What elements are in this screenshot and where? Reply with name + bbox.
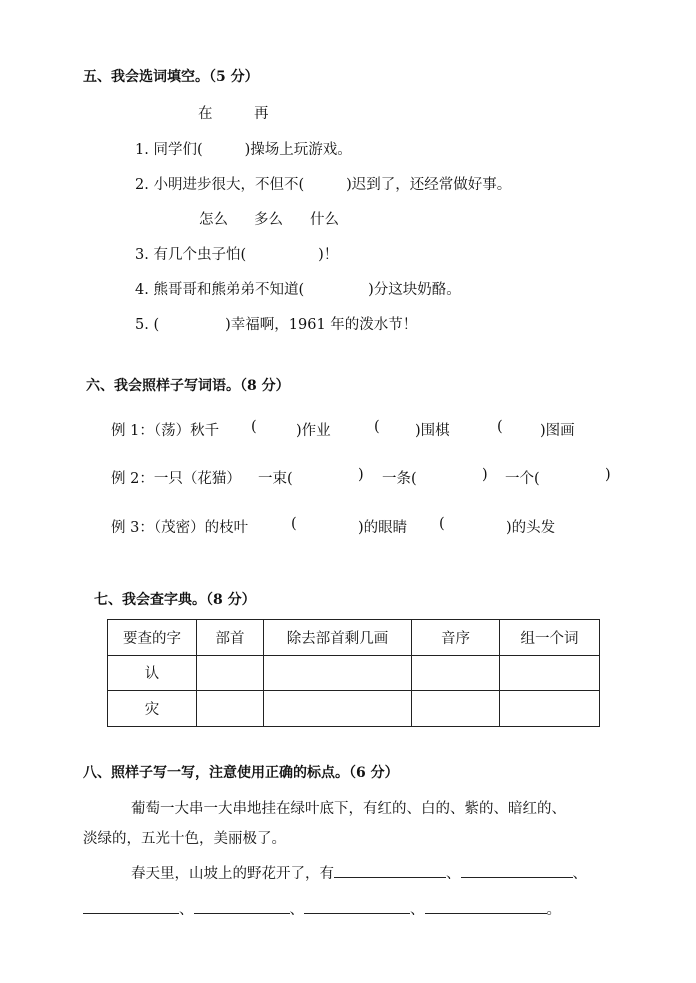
question-text: )幸福啊，1961 年的泼水节！ bbox=[225, 317, 418, 333]
answer-underline[interactable] bbox=[194, 897, 290, 914]
column-header: 部首 bbox=[197, 620, 264, 656]
example-1-label: 例 1：（荡）秋千 bbox=[111, 423, 220, 439]
word-option: 怎么 bbox=[199, 212, 228, 228]
question-text: 有几个虫子怕( bbox=[153, 247, 247, 263]
word-option: 什么 bbox=[310, 212, 339, 228]
exercise-line-2 bbox=[83, 897, 561, 919]
table-row bbox=[108, 691, 600, 727]
column-header: 组一个词 bbox=[500, 620, 600, 656]
answer-underline[interactable] bbox=[83, 897, 179, 914]
dictionary-table bbox=[107, 619, 600, 727]
question-text: 同学们( bbox=[153, 142, 203, 158]
example-1-open: ( bbox=[374, 419, 380, 435]
column-header: 音序 bbox=[412, 620, 500, 656]
question-number: 1. bbox=[135, 142, 149, 158]
example-2-word: 一束( bbox=[258, 471, 293, 487]
question-text: )迟到了，还经常做好事。 bbox=[346, 177, 512, 193]
separator: 、 bbox=[179, 902, 194, 918]
exercise-prompt: 春天里，山坡上的野花开了，有 bbox=[131, 866, 334, 882]
answer-underline[interactable] bbox=[461, 861, 573, 878]
example-3-open: ( bbox=[439, 516, 445, 532]
example-1-open: ( bbox=[497, 419, 503, 435]
question-4 bbox=[135, 278, 461, 299]
answer-cell[interactable] bbox=[412, 655, 500, 691]
example-paragraph-line: 葡萄一大串一大串地挂在绿叶底下，有红的、白的、紫的、暗红的、 bbox=[131, 801, 566, 817]
example-2-close: ) bbox=[358, 467, 364, 483]
separator: 、 bbox=[572, 866, 587, 882]
example-2-word: 一个( bbox=[505, 471, 540, 487]
question-number: 3. bbox=[135, 247, 149, 263]
example-3-word: )的头发 bbox=[506, 520, 556, 536]
answer-cell[interactable] bbox=[197, 691, 264, 727]
question-1 bbox=[135, 138, 352, 159]
section-6-heading: 六、我会照样子写词语。（8 分） bbox=[86, 378, 290, 394]
answer-cell[interactable] bbox=[412, 691, 500, 727]
example-2-label: 例 2：一只（花猫） bbox=[111, 471, 241, 487]
answer-underline[interactable] bbox=[425, 897, 547, 914]
separator: 、 bbox=[446, 866, 461, 882]
example-1-word: )作业 bbox=[296, 423, 331, 439]
answer-cell[interactable] bbox=[500, 655, 600, 691]
example-1-word: )围棋 bbox=[415, 423, 450, 439]
question-text: 熊哥哥和熊弟弟不知道( bbox=[153, 282, 305, 298]
example-3-word: )的眼睛 bbox=[358, 520, 408, 536]
word-option: 在 bbox=[198, 106, 213, 122]
section-7-heading: 七、我会查字典。（8 分） bbox=[94, 592, 256, 608]
question-5 bbox=[135, 313, 417, 334]
example-1-open: ( bbox=[251, 419, 257, 435]
answer-underline[interactable] bbox=[334, 861, 446, 878]
answer-cell[interactable] bbox=[264, 691, 412, 727]
example-3-label: 例 3：（茂密）的枝叶 bbox=[111, 520, 249, 536]
question-number: 5. bbox=[135, 317, 149, 333]
end-punctuation: 。 bbox=[546, 902, 561, 918]
example-2-close: ) bbox=[482, 467, 488, 483]
question-3 bbox=[135, 243, 338, 264]
question-text: )操场上玩游戏。 bbox=[244, 142, 352, 158]
question-number: 2. bbox=[135, 177, 149, 193]
answer-cell[interactable] bbox=[264, 655, 412, 691]
answer-cell[interactable] bbox=[197, 655, 264, 691]
word-option: 多么 bbox=[254, 212, 283, 228]
column-header: 要查的字 bbox=[108, 620, 197, 656]
section-8-heading: 八、照样子写一写，注意使用正确的标点。（6 分） bbox=[83, 765, 399, 781]
section-5-heading: 五、我会选词填空。（5 分） bbox=[83, 69, 259, 85]
separator: 、 bbox=[410, 902, 425, 918]
question-text: )！ bbox=[318, 247, 339, 263]
question-text: )分这块奶酪。 bbox=[368, 282, 461, 298]
example-3-open: ( bbox=[291, 516, 297, 532]
question-text: ( bbox=[153, 317, 160, 333]
exercise-line-1 bbox=[131, 861, 587, 883]
example-paragraph-line: 淡绿的，五光十色，美丽极了。 bbox=[83, 831, 286, 847]
separator: 、 bbox=[289, 902, 304, 918]
question-2 bbox=[135, 173, 511, 194]
example-2-word: 一条( bbox=[382, 471, 417, 487]
answer-underline[interactable] bbox=[304, 897, 410, 914]
answer-cell[interactable] bbox=[500, 691, 600, 727]
table-header-row bbox=[108, 620, 600, 656]
question-text: 小明进步很大，不但不( bbox=[153, 177, 305, 193]
question-number: 4. bbox=[135, 282, 149, 298]
column-header: 除去部首剩几画 bbox=[264, 620, 412, 656]
row-character: 灾 bbox=[108, 691, 197, 727]
table-row bbox=[108, 655, 600, 691]
example-2-close: ) bbox=[605, 467, 611, 483]
example-1-word: )图画 bbox=[540, 423, 575, 439]
word-option: 再 bbox=[254, 106, 269, 122]
row-character: 认 bbox=[108, 655, 197, 691]
